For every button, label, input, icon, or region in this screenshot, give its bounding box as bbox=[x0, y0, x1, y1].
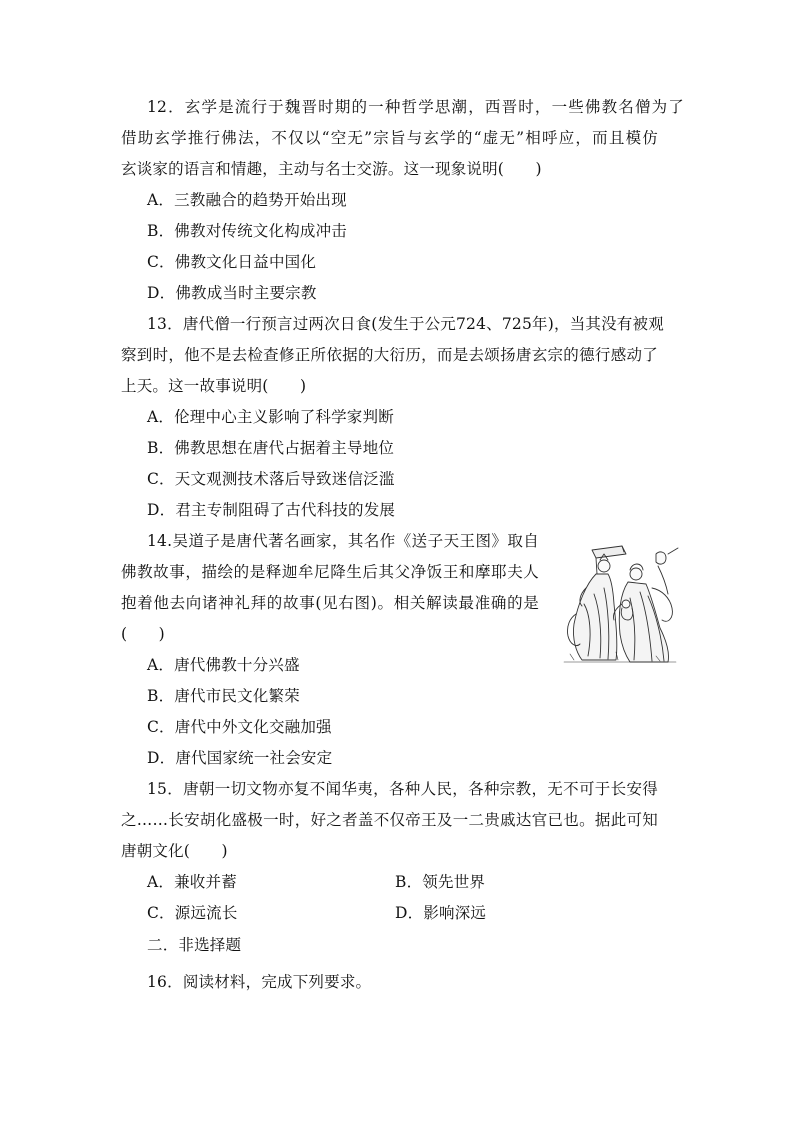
q14-option-c: C．唐代中外文化交融加强 bbox=[147, 718, 332, 736]
q14-stem-line-3: 抱着他去向诸神礼拜的故事(见右图)。相关解读最准确的是 bbox=[121, 594, 539, 612]
q12-option-b: B．佛教对传统文化构成冲击 bbox=[147, 222, 347, 240]
q13-option-d: D．君主专制阻碍了古代科技的发展 bbox=[147, 501, 396, 519]
q12-stem-line-1: 12．玄学是流行于魏晋时期的一种哲学思潮，西晋时，一些佛教名僧为了 bbox=[147, 98, 684, 116]
section-heading: 二．非选择题 bbox=[147, 936, 242, 954]
q15-option-c: C．源远流长 bbox=[147, 904, 238, 922]
painting-illustration bbox=[556, 544, 682, 666]
q15-option-a: A．兼收并蓄 bbox=[147, 873, 237, 891]
q15-stem-line-1: 15．唐朝一切文物亦复不闻华夷，各种人民，各种宗教，无不可于长安得 bbox=[147, 780, 658, 798]
q14-stem-line-4: ( ) bbox=[121, 625, 165, 643]
q12-option-a: A．三教融合的趋势开始出现 bbox=[147, 191, 347, 209]
q15-stem-line-2: 之……长安胡化盛极一时，好之者盖不仅帝王及一二贵戚达官已也。据此可知 bbox=[121, 811, 658, 829]
q15-option-b: B．领先世界 bbox=[395, 873, 486, 891]
q14-stem-line-2: 佛教故事，描绘的是释迦牟尼降生后其父净饭王和摩耶夫人 bbox=[121, 563, 539, 581]
q12-stem-line-2: 借助玄学推行佛法，不仅以“空无”宗旨与玄学的“虚无”相呼应，而且模仿 bbox=[121, 129, 658, 147]
q12-stem-line-3: 玄谈家的语言和情趣，主动与名士交游。这一现象说明( ) bbox=[121, 160, 542, 178]
q16-stem: 16．阅读材料，完成下列要求。 bbox=[147, 973, 372, 991]
q13-stem-line-1: 13．唐代僧一行预言过两次日食(发生于公元724、725年)，当其没有被观 bbox=[147, 315, 664, 333]
q15-stem-line-3: 唐朝文化( ) bbox=[121, 842, 228, 860]
q13-stem-line-2: 察到时，他不是去检查修正所依据的大衍历，而是去颂扬唐玄宗的德行感动了 bbox=[121, 346, 658, 364]
q13-option-c: C．天文观测技术落后导致迷信泛滥 bbox=[147, 470, 395, 488]
q13-option-b: B．佛教思想在唐代占据着主导地位 bbox=[147, 439, 395, 457]
q13-stem-line-3: 上天。这一故事说明( ) bbox=[121, 377, 307, 395]
q14-stem-line-1: 14.吴道子是唐代著名画家，其名作《送子天王图》取自 bbox=[147, 532, 539, 550]
q14-option-d: D．唐代国家统一社会安定 bbox=[147, 749, 333, 767]
q14-option-b: B．唐代市民文化繁荣 bbox=[147, 687, 300, 705]
q15-option-d: D．影响深远 bbox=[395, 904, 487, 922]
q13-option-a: A．伦理中心主义影响了科学家判断 bbox=[147, 408, 394, 426]
q12-option-c: C．佛教文化日益中国化 bbox=[147, 253, 317, 271]
q12-option-d: D．佛教成当时主要宗教 bbox=[147, 284, 317, 302]
q14-option-a: A．唐代佛教十分兴盛 bbox=[147, 656, 300, 674]
